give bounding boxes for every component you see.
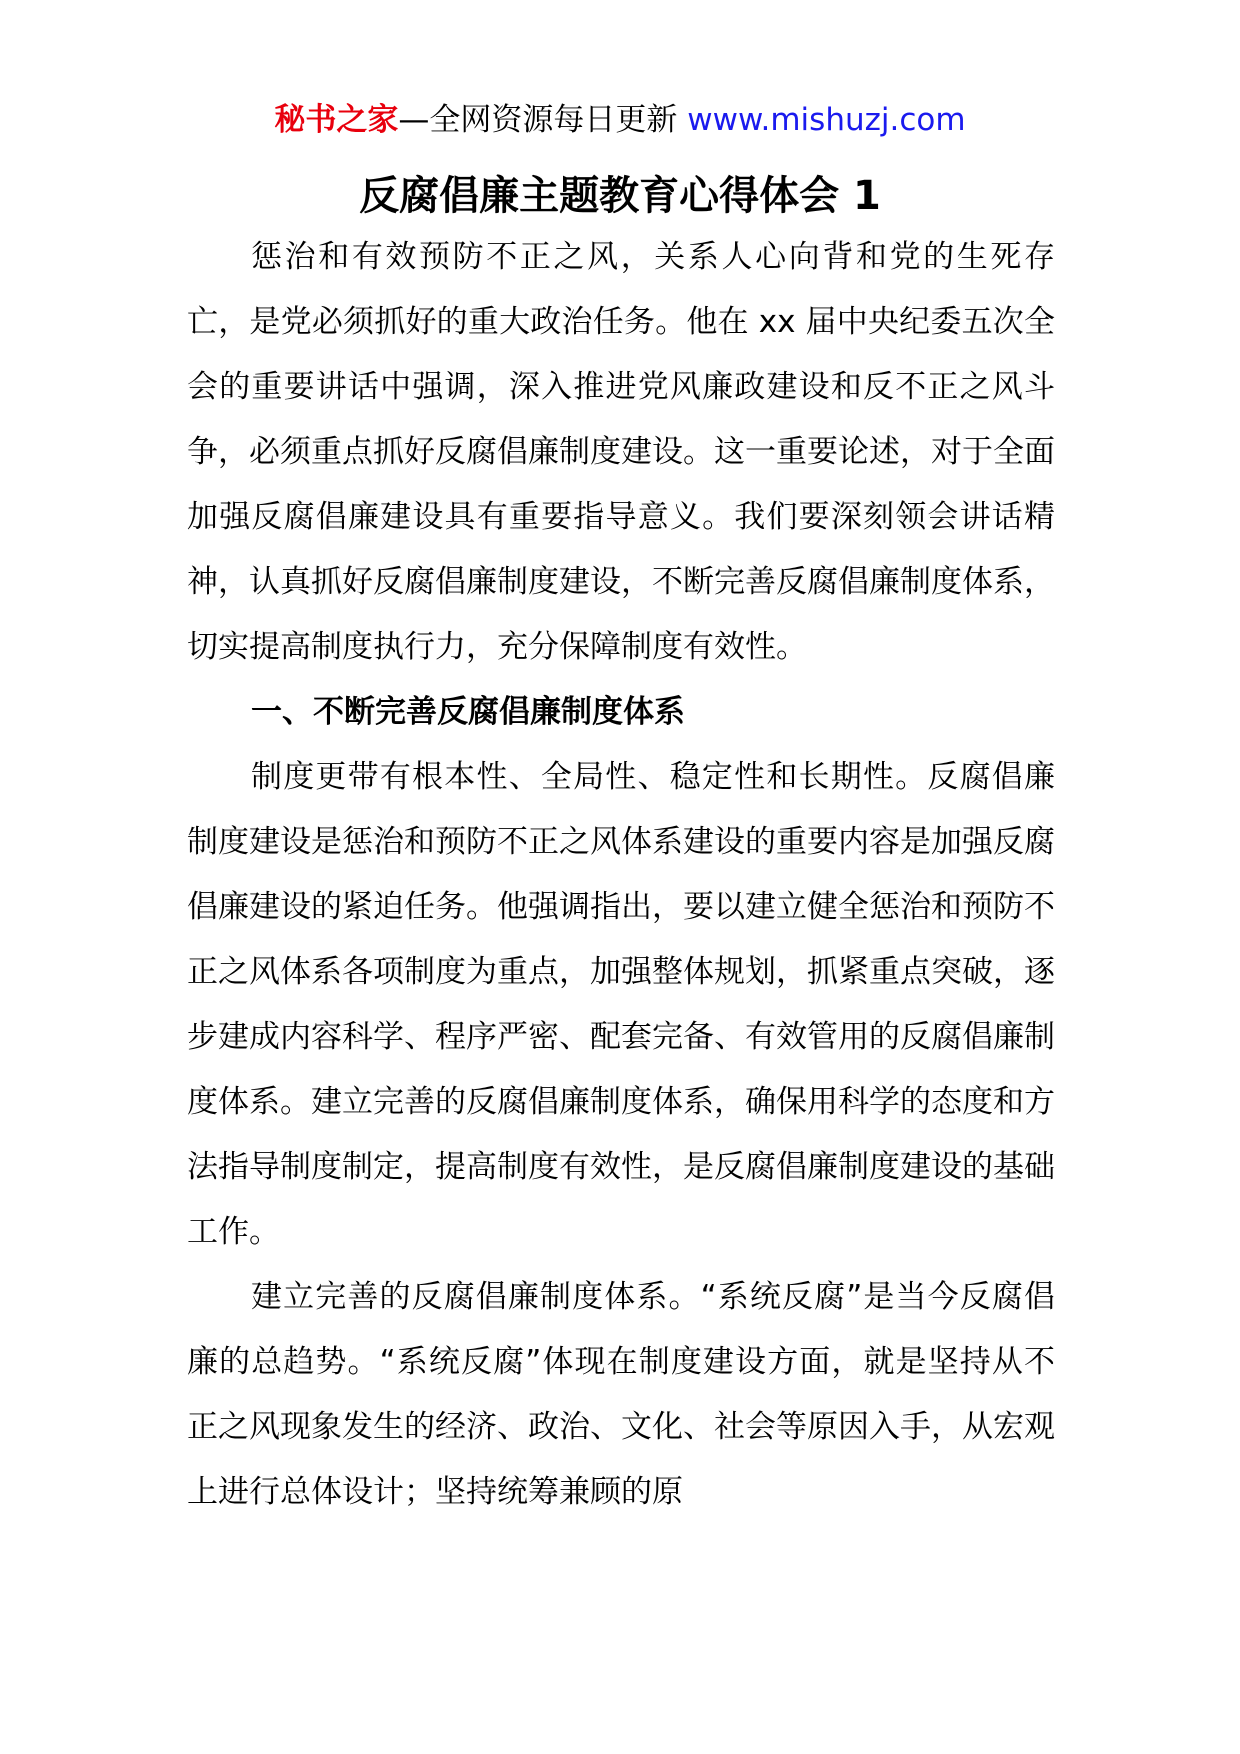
document-body xyxy=(187,225,1055,1525)
section-1-paragraph-2: 建立完善的反腐倡廉制度体系。“系统反腐”是当今反腐倡廉的总趋势。“系统反腐”体现在制度建设方面，就是坚持从不正之风现象发生的经济、政治、文化、社会等原因入手，从宏观上进行总体设计；坚持统筹兼顾的原 xyxy=(187,1279,1055,1510)
intro-paragraph: 惩治和有效预防不正之风，关系人心向背和党的生死存亡，是党必须抓好的重大政治任务。他在 xx 届中央纪委五次全会的重要讲话中强调，深入推进党风廉政建设和反不正之风斗争，必须重点抓好反腐倡廉制度建设。这一重要论述，对于全面加强反腐倡廉建设具有重要指导意义。我们要深刻领会讲话精神，认真抓好反腐倡廉制度建设，不断完善反腐倡廉制度体系，切实提高制度执行力，充分保障制度有效性。 xyxy=(187,239,1055,665)
section-heading-1: 一、不断完善反腐倡廉制度体系 xyxy=(251,694,685,730)
document-title: 反腐倡廉主题教育心得体会 1 xyxy=(359,173,881,219)
site-tagline: —全网资源每日更新 xyxy=(398,102,678,138)
section-1-paragraph-1: 制度更带有根本性、全局性、稳定性和长期性。反腐倡廉制度建设是惩治和预防不正之风体系建设的重要内容是加强反腐倡廉建设的紧迫任务。他强调指出，要以建立健全惩治和预防不正之风体系各项制度为重点，加强整体规划，抓紧重点突破，逐步建成内容科学、程序严密、配套完备、有效管用的反腐倡廉制度体系。建立完善的反腐倡廉制度体系，确保用科学的态度和方法指导制度制定，提高制度有效性，是反腐倡廉制度建设的基础工作。 xyxy=(187,759,1055,1250)
site-header xyxy=(0,100,1240,140)
site-brand: 秘书之家 xyxy=(274,102,399,138)
site-url-link[interactable]: www.mishuzj.com xyxy=(687,102,966,138)
